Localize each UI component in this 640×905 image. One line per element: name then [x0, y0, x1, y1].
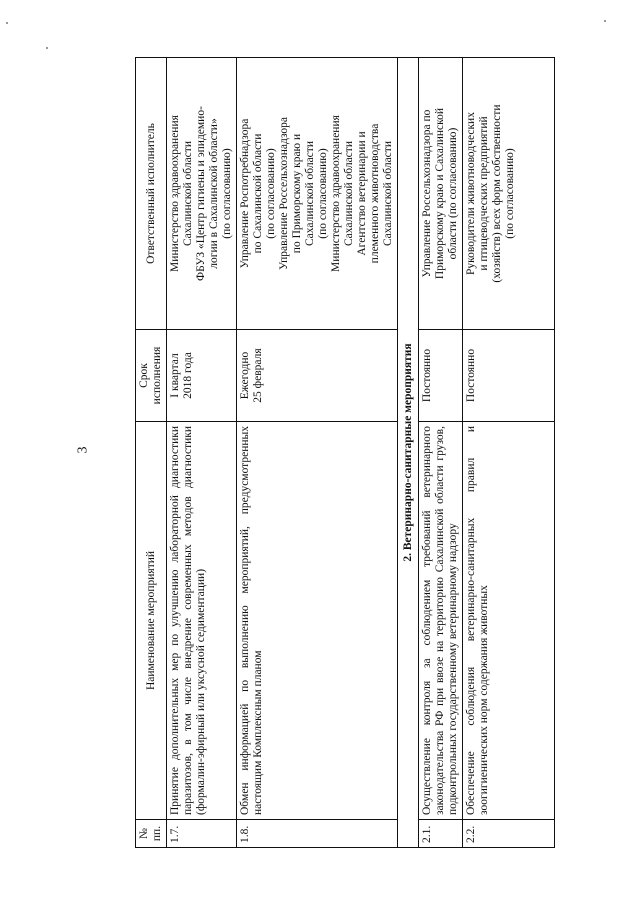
table-row	[237, 57, 398, 847]
rotated-table-frame	[135, 58, 555, 848]
activities-table	[135, 57, 555, 848]
row-number: 1.8.	[237, 819, 398, 847]
header-deadline: Срок исполнения	[136, 329, 167, 421]
row-number: 2.1.	[419, 819, 463, 847]
row-activity: Осуществление контроля за соблюдением требований ветеринарного законодательства РФ при ввозе на территорию Сахалинской области грузов, подконтрольных государственному ветеринарному надзору	[419, 421, 463, 819]
header-name: Наименование мероприятий	[136, 421, 167, 819]
row-deadline: Постоянно	[463, 329, 555, 421]
row-deadline: Постоянно	[419, 329, 463, 421]
scan-speck	[604, 20, 606, 22]
row-activity: Принятие дополнительных мер по улучшению лабораторной диагностики паразитозов, в том числе внедрение современных методов диагностики (формалин-эфирный или уксусной седиментации)	[167, 421, 237, 819]
header-executor: Ответственный исполнитель	[136, 57, 167, 329]
row-activity: Обмен информацией по выполнению мероприятий, предусмотренных настоящим Комплексным планом	[237, 421, 398, 819]
row-deadline: I квартал 2018 года	[167, 329, 237, 421]
row-executor: Управление Россельхознадзора по Приморскому краю и Сахалинской области (по согласованию)	[419, 57, 463, 329]
page-number: 3	[75, 446, 91, 454]
header-num: № пп.	[136, 819, 167, 847]
section-title: 2. Ветеринарно-санитарные мероприятия	[398, 57, 419, 847]
table-row	[419, 57, 463, 847]
row-executor: Управление Роспотребнадзора по Сахалинской области (по согласованию) Управление Россельхознадзора по Приморскому краю и Сахалинской области (по согласованию) Министерство здравоохранения Сахалинской области Агентство ветеринарии и племенного животноводства Сахалинской области	[237, 57, 398, 329]
row-number: 1.7.	[167, 819, 237, 847]
scan-speck	[46, 47, 48, 49]
section-heading-row	[398, 57, 419, 847]
row-activity: Обеспечение соблюдения ветеринарно-санитарных правил и зоогигиенических норм содержания животных	[463, 421, 555, 819]
table-row	[167, 57, 237, 847]
table-row	[463, 57, 555, 847]
table-header-row	[136, 57, 167, 847]
scan-speck	[6, 22, 8, 24]
row-number: 2.2.	[463, 819, 555, 847]
row-deadline: Ежегодно 25 февраля	[237, 329, 398, 421]
row-executor: Руководители животноводческих и птицеводческих предприятий (хозяйств) всех форм собственности (по согласованию)	[463, 57, 555, 329]
row-executor: Министерство здравоохранения Сахалинской области ФБУЗ «Центр гигиены и эпидемио- логии в Сахалинской области» (по согласованию)	[167, 57, 237, 329]
